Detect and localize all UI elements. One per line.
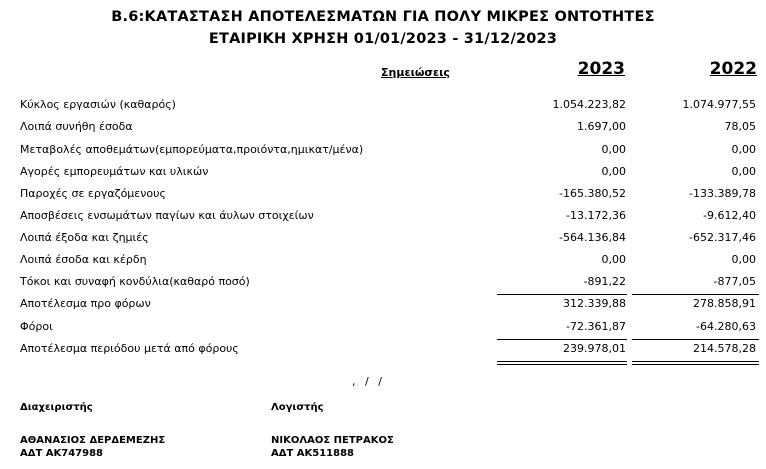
- table-row: [0, 185, 766, 205]
- value-2023: 239.978,01: [563, 342, 626, 355]
- value-2022: 78,05: [724, 120, 756, 133]
- value-2023: -564.136,84: [559, 231, 626, 244]
- value-2022: -877,05: [713, 275, 756, 288]
- accountant-id: ΑΔΤ ΑΚ511888: [271, 448, 355, 459]
- row-label: Φόροι: [20, 320, 53, 333]
- table-row: [0, 141, 766, 161]
- table-row: [0, 96, 766, 116]
- value-2022: 0,00: [731, 143, 756, 156]
- table-row: [0, 318, 766, 338]
- row-label: Αποτέλεσμα προ φόρων: [20, 297, 151, 310]
- row-label: Αποσβέσεις ενσωμάτων παγίων και άυλων στοιχείων: [20, 209, 314, 222]
- value-2023: 0,00: [601, 143, 626, 156]
- value-2022: 214.578,28: [693, 342, 756, 355]
- accountant-title: Λογιστής: [271, 402, 324, 413]
- fiscal-year-subtitle: ΕΤΑΙΡΙΚΗ ΧΡΗΣΗ 01/01/2023 - 31/12/2023: [208, 31, 558, 47]
- year-2022-header: 2022: [709, 59, 757, 79]
- row-label: Λοιπά έσοδα και κέρδη: [20, 253, 147, 266]
- value-2023: -13.172,36: [566, 209, 626, 222]
- value-2022: 0,00: [731, 253, 756, 266]
- total-double-line-2022: [632, 361, 759, 365]
- value-2022: 1.074.977,55: [682, 98, 756, 111]
- row-label: Παροχές σε εργαζόμενους: [20, 187, 166, 200]
- value-2023: -72.361,87: [566, 320, 626, 333]
- signature-date: , / /: [352, 375, 385, 388]
- table-row: [0, 118, 766, 138]
- row-label: Τόκοι και συναφή κονδύλια(καθαρό ποσό): [20, 275, 250, 288]
- accountant-name: ΝΙΚΟΛΑΟΣ ΠΕΤΡΑΚΟΣ: [271, 435, 394, 446]
- table-row: [0, 229, 766, 249]
- year-2023-header: 2023: [577, 59, 625, 79]
- manager-id: ΑΔΤ ΑΚ747988: [20, 448, 104, 459]
- table-row: [0, 207, 766, 227]
- value-2022: 0,00: [731, 165, 756, 178]
- row-label: Λοιπά έξοδα και ζημιές: [20, 231, 149, 244]
- value-2023: 312.339,88: [563, 297, 626, 310]
- value-2022: 278.858,91: [693, 297, 756, 310]
- table-row: [0, 251, 766, 271]
- row-label: Αποτέλεσμα περιόδου μετά από φόρους: [20, 342, 239, 355]
- value-2023: -165.380,52: [559, 187, 626, 200]
- table-row: [0, 295, 766, 315]
- value-2022: -64.280,63: [696, 320, 756, 333]
- table-row: [0, 273, 766, 293]
- value-2023: 1.697,00: [577, 120, 626, 133]
- value-2022: -9.612,40: [703, 209, 756, 222]
- value-2022: -133.389,78: [689, 187, 756, 200]
- manager-title: Διαχειριστής: [20, 402, 93, 413]
- row-label: Αγορές εμπορευμάτων και υλικών: [20, 165, 209, 178]
- row-label: Λοιπά συνήθη έσοδα: [20, 120, 133, 133]
- table-row: [0, 163, 766, 183]
- document-title: Β.6:ΚΑΤΑΣΤΑΣΗ ΑΠΟΤΕΛΕΣΜΑΤΩΝ ΓΙΑ ΠΟΛΥ ΜΙΚΡΕΣ ΟΝΤΟΤΗΤΕΣ: [111, 9, 655, 25]
- notes-column-header: Σημειώσεις: [381, 66, 450, 79]
- value-2023: 0,00: [601, 253, 626, 266]
- value-2023: 1.054.223,82: [552, 98, 626, 111]
- value-2022: -652.317,46: [689, 231, 756, 244]
- row-label: Κύκλος εργασιών (καθαρός): [20, 98, 176, 111]
- value-2023: 0,00: [601, 165, 626, 178]
- total-double-line-2023: [497, 361, 627, 365]
- table-row: [0, 340, 766, 360]
- manager-name: ΑΘΑΝΑΣΙΟΣ ΔΕΡΔΕΜΕΖΗΣ: [20, 435, 166, 446]
- value-2023: -891,22: [583, 275, 626, 288]
- row-label: Μεταβολές αποθεμάτων(εμπορεύματα,προιόντα,ημικατ/μένα): [20, 143, 364, 156]
